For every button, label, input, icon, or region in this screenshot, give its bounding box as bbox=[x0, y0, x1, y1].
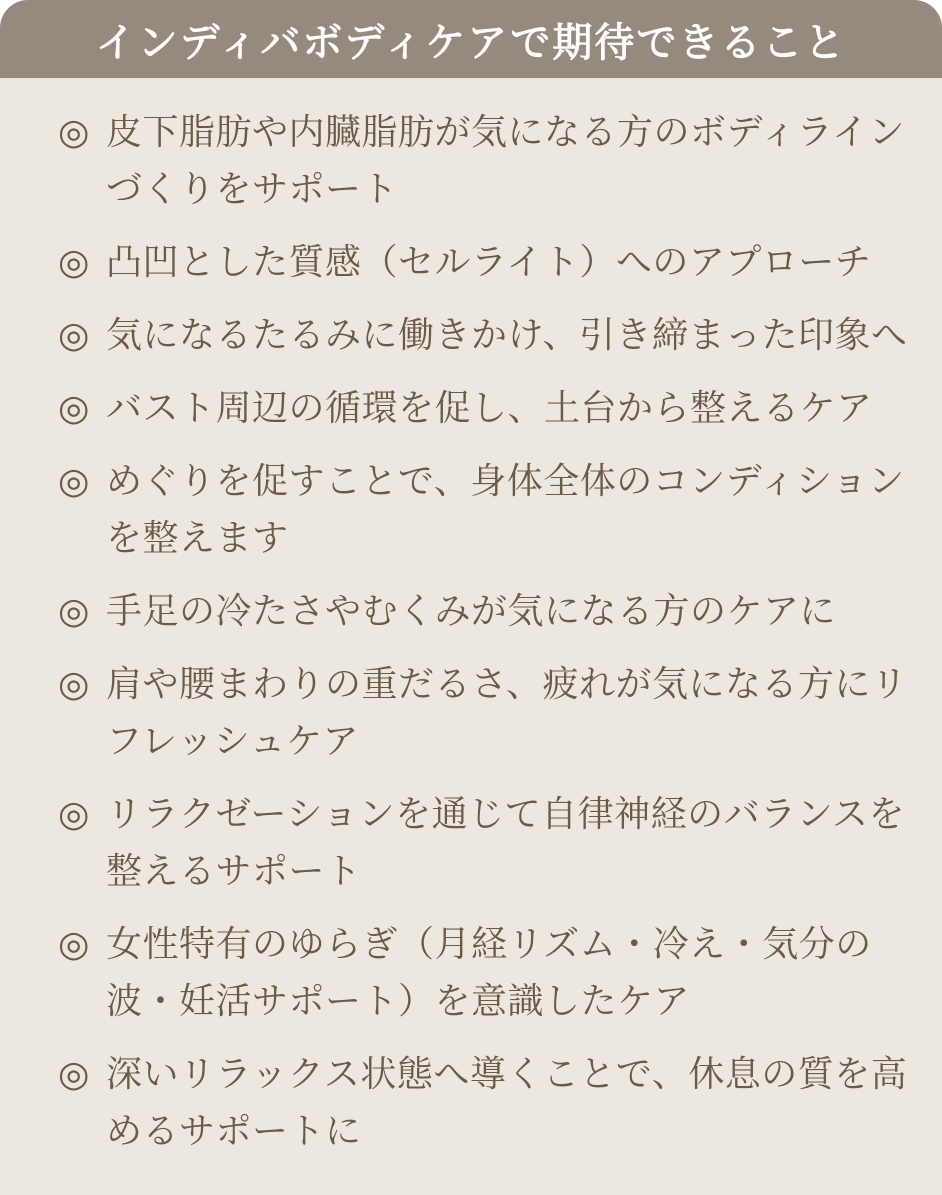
list-item-text: 深いリラックス状態へ導くことで、休息の質を高めるサポートに bbox=[106, 1054, 908, 1152]
benefits-list bbox=[0, 78, 942, 1195]
double-circle-bullet-icon: ◎ bbox=[58, 242, 90, 283]
list-item bbox=[58, 234, 908, 291]
double-circle-bullet-icon: ◎ bbox=[58, 315, 90, 356]
card-title: インディバボディケアで期待できること bbox=[95, 19, 847, 66]
double-circle-bullet-icon: ◎ bbox=[58, 1054, 90, 1095]
list-item-text: 手足の冷たさやむくみが気になる方のケアに bbox=[106, 591, 837, 632]
list-item bbox=[58, 453, 908, 567]
list-item-text: リラクゼーションを通じて自律神経のバランスを整えるサポート bbox=[106, 794, 906, 892]
list-item-text: 肩や腰まわりの重だるさ、疲れが気になる方にリフレッシュケア bbox=[106, 664, 908, 762]
list-item bbox=[58, 307, 908, 364]
list-item-text: 凸凹とした質感（セルライト）へのアプローチ bbox=[106, 242, 872, 283]
list-item bbox=[58, 583, 908, 640]
list-item-text: 気になるたるみに働きかけ、引き締まった印象へ bbox=[106, 315, 908, 356]
list-item-text: バスト周辺の循環を促し、土台から整えるケア bbox=[106, 388, 873, 429]
list-item bbox=[58, 104, 908, 218]
list-item bbox=[58, 380, 908, 437]
double-circle-bullet-icon: ◎ bbox=[58, 794, 90, 835]
list-item bbox=[58, 786, 908, 900]
list-item bbox=[58, 656, 908, 770]
list-item bbox=[58, 916, 908, 1030]
double-circle-bullet-icon: ◎ bbox=[58, 924, 90, 965]
double-circle-bullet-icon: ◎ bbox=[58, 664, 90, 705]
double-circle-bullet-icon: ◎ bbox=[58, 461, 90, 502]
double-circle-bullet-icon: ◎ bbox=[58, 591, 90, 632]
card-header bbox=[0, 0, 942, 78]
double-circle-bullet-icon: ◎ bbox=[58, 388, 90, 429]
double-circle-bullet-icon: ◎ bbox=[58, 112, 90, 153]
list-item-text: 皮下脂肪や内臓脂肪が気になる方のボディラインづくりをサポート bbox=[106, 112, 906, 210]
list-item bbox=[58, 1046, 908, 1160]
list-item-text: めぐりを促すことで、身体全体のコンディションを整えます bbox=[106, 461, 905, 559]
list-item-text: 女性特有のゆらぎ（月経リズム・冷え・気分の波・妊活サポート）を意識したケア bbox=[106, 924, 872, 1022]
